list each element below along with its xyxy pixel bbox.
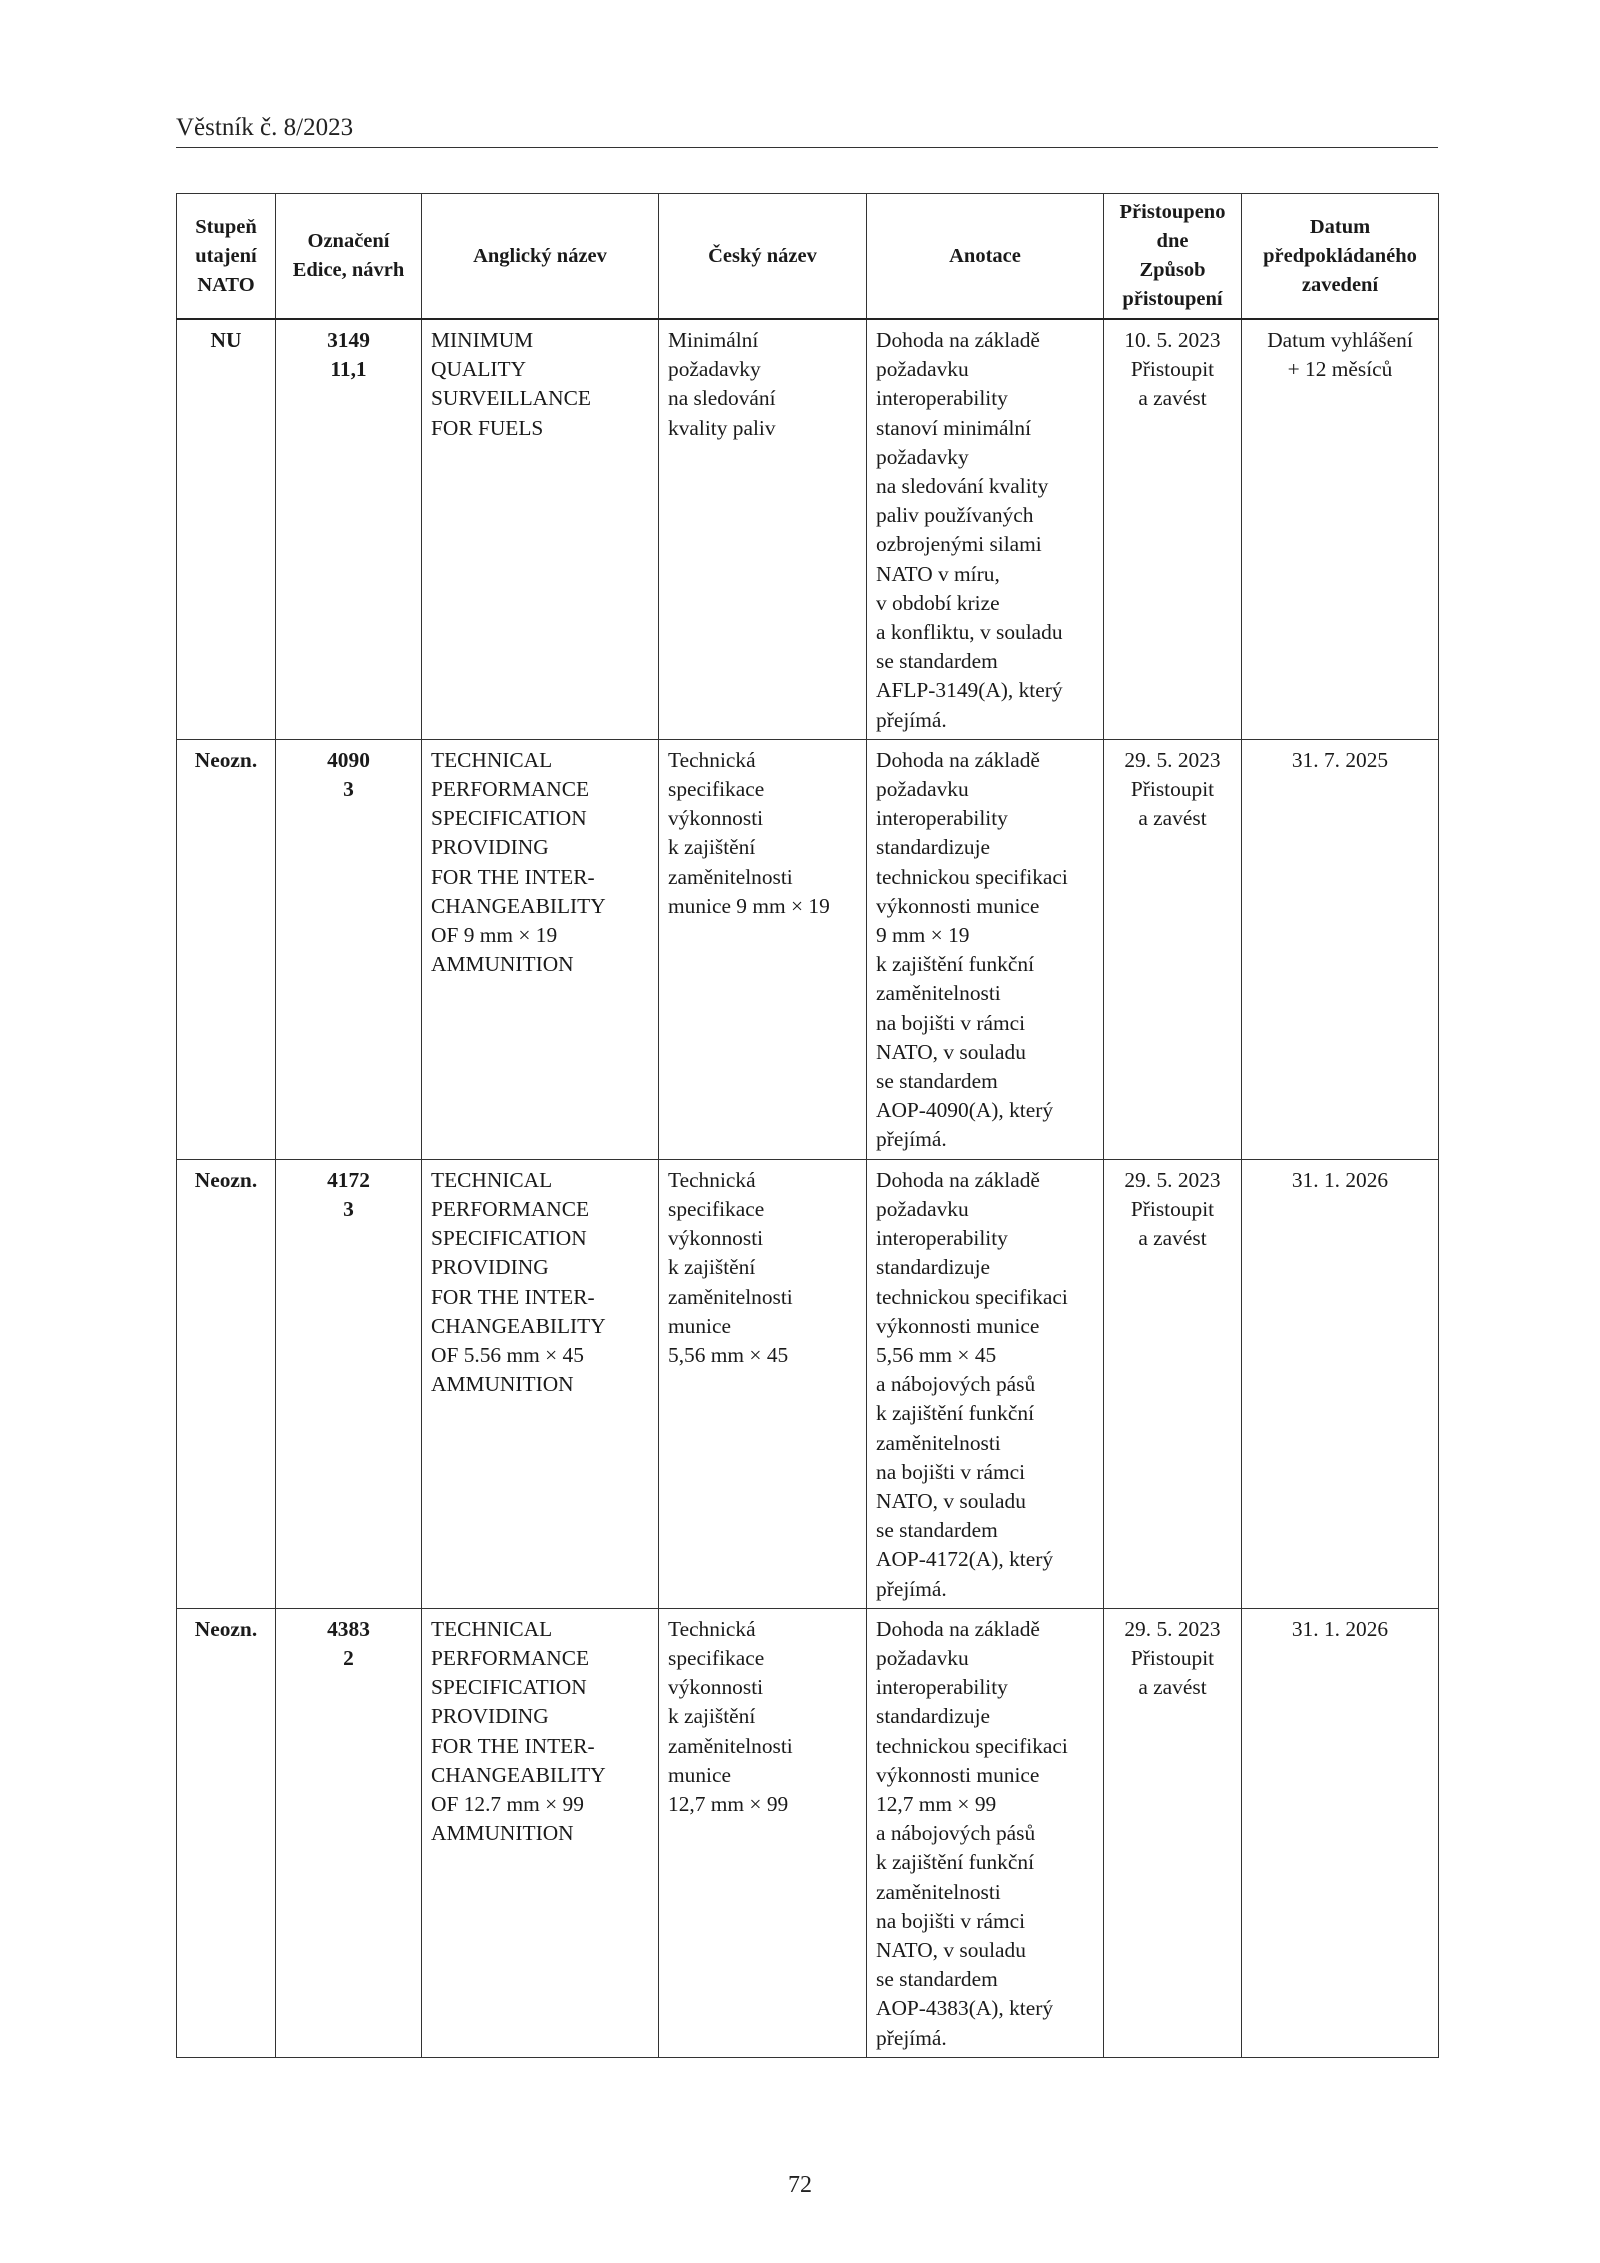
table-row <box>177 1159 1439 1608</box>
cell-annotation: Dohoda na základě požadavku interoperability stanoví minimální požadavky na sledování kvality paliv používaných ozbrojenými silami NATO v míru, v období krize a konfliktu, v souladu se standardem AFLP-3149(A), který přejímá. <box>867 319 1104 739</box>
cell-czech-name: Minimální požadavky na sledování kvality paliv <box>659 319 867 739</box>
table-row <box>177 739 1439 1159</box>
cell-accession: 29. 5. 2023 Přistoupit a zavést <box>1104 739 1242 1159</box>
cell-implementation-date: 31. 7. 2025 <box>1242 739 1439 1159</box>
column-header-accession: Přistoupeno dne Způsob přistoupení <box>1104 194 1242 320</box>
cell-annotation: Dohoda na základě požadavku interoperability standardizuje technickou specifikaci výkonnosti munice 5,56 mm × 45 a nábojových pásů k zajištění funkční zaměnitelnosti na bojišti v rámci NATO, v souladu se standardem AOP-4172(A), který přejímá. <box>867 1159 1104 1608</box>
column-header-classification: Stupeň utajení NATO <box>177 194 276 320</box>
cell-designation: 3149 11,1 <box>276 319 422 739</box>
cell-implementation-date: 31. 1. 2026 <box>1242 1159 1439 1608</box>
header-divider <box>176 147 1438 148</box>
table-row <box>177 1608 1439 2057</box>
cell-designation: 4090 3 <box>276 739 422 1159</box>
cell-accession: 29. 5. 2023 Přistoupit a zavést <box>1104 1159 1242 1608</box>
cell-implementation-date: Datum vyhlášení + 12 měsíců <box>1242 319 1439 739</box>
column-header-english-name: Anglický název <box>422 194 659 320</box>
cell-designation: 4383 2 <box>276 1608 422 2057</box>
column-header-czech-name: Český název <box>659 194 867 320</box>
cell-czech-name: Technická specifikace výkonnosti k zajištění zaměnitelnosti munice 5,56 mm × 45 <box>659 1159 867 1608</box>
cell-english-name: MINIMUM QUALITY SURVEILLANCE FOR FUELS <box>422 319 659 739</box>
cell-classification: Neozn. <box>177 1159 276 1608</box>
table-header-row <box>177 194 1439 320</box>
column-header-annotation: Anotace <box>867 194 1104 320</box>
table-row <box>177 319 1439 739</box>
cell-english-name: TECHNICAL PERFORMANCE SPECIFICATION PROVIDING FOR THE INTER- CHANGEABILITY OF 9 mm × 19 AMMUNITION <box>422 739 659 1159</box>
cell-english-name: TECHNICAL PERFORMANCE SPECIFICATION PROVIDING FOR THE INTER- CHANGEABILITY OF 5.56 mm × 45 AMMUNITION <box>422 1159 659 1608</box>
cell-accession: 10. 5. 2023 Přistoupit a zavést <box>1104 319 1242 739</box>
cell-classification: NU <box>177 319 276 739</box>
cell-annotation: Dohoda na základě požadavku interoperability standardizuje technickou specifikaci výkonnosti munice 12,7 mm × 99 a nábojových pásů k zajištění funkční zaměnitelnosti na bojišti v rámci NATO, v souladu se standardem AOP-4383(A), který přejímá. <box>867 1608 1104 2057</box>
cell-classification: Neozn. <box>177 739 276 1159</box>
running-head: Věstník č. 8/2023 <box>176 114 354 141</box>
cell-accession: 29. 5. 2023 Přistoupit a zavést <box>1104 1608 1242 2057</box>
cell-czech-name: Technická specifikace výkonnosti k zajištění zaměnitelnosti munice 9 mm × 19 <box>659 739 867 1159</box>
cell-implementation-date: 31. 1. 2026 <box>1242 1608 1439 2057</box>
cell-classification: Neozn. <box>177 1608 276 2057</box>
column-header-designation: Označení Edice, návrh <box>276 194 422 320</box>
cell-english-name: TECHNICAL PERFORMANCE SPECIFICATION PROVIDING FOR THE INTER- CHANGEABILITY OF 12.7 mm × 99 AMMUNITION <box>422 1608 659 2057</box>
cell-annotation: Dohoda na základě požadavku interoperability standardizuje technickou specifikaci výkonnosti munice 9 mm × 19 k zajištění funkční zaměnitelnosti na bojišti v rámci NATO, v souladu se standardem AOP-4090(A), který přejímá. <box>867 739 1104 1159</box>
column-header-implementation-date: Datum předpokládaného zavedení <box>1242 194 1439 320</box>
cell-designation: 4172 3 <box>276 1159 422 1608</box>
standards-table <box>176 193 1439 2058</box>
page-number: 72 <box>788 2172 812 2198</box>
cell-czech-name: Technická specifikace výkonnosti k zajištění zaměnitelnosti munice 12,7 mm × 99 <box>659 1608 867 2057</box>
